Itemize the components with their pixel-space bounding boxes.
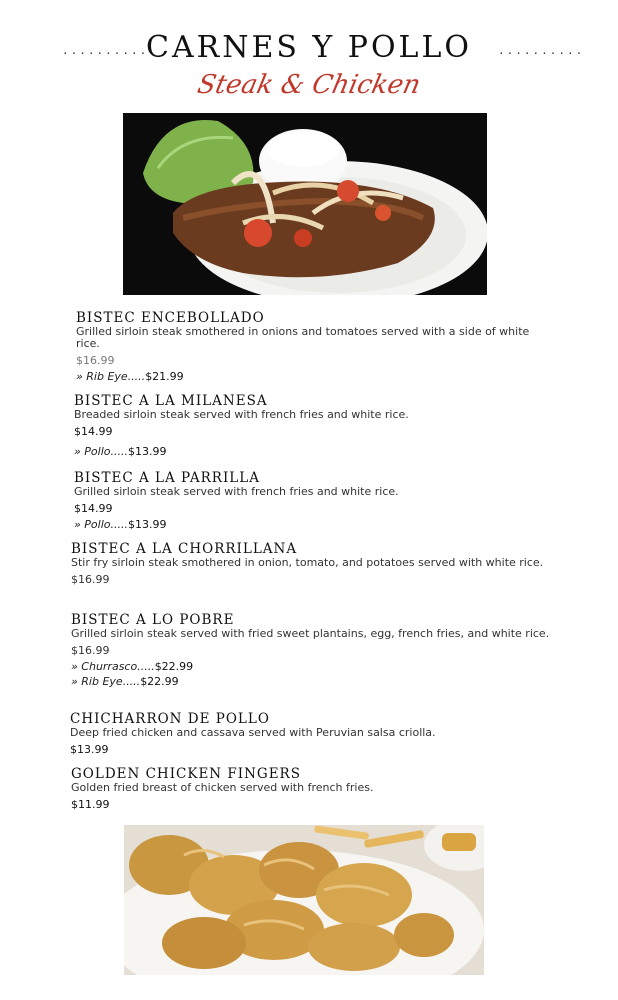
item-name: BISTEC ENCEBOLLADO [76,310,265,326]
item-description: Stir fry sirloin steak smothered in onion, tomato, and potatoes served with white rice. [71,556,544,569]
item-price: $16.99 [71,573,110,586]
variant-name: » Churrasco..... [71,660,155,673]
decorative-dots-left: .......... [62,44,149,57]
variant-price: $21.99 [145,370,184,383]
variant-name: » Pollo..... [74,518,128,531]
menu-item-golden-chicken-fingers [71,766,551,811]
item-price: $13.99 [70,743,109,756]
variant-name: » Rib Eye..... [76,370,146,383]
menu-item-bistec-encebollado [76,310,556,383]
item-price: $16.99 [71,644,110,657]
item-name: BISTEC A LA PARRILLA [74,470,260,486]
item-description: Grilled sirloin steak served with french fries and white rice. [74,485,399,498]
variant-price: $13.99 [127,518,167,531]
variant-price: $13.99 [127,445,167,458]
item-price: $14.99 [74,502,113,515]
item-description: Golden fried breast of chicken served with french fries. [71,781,374,794]
item-price: $14.99 [74,425,113,438]
item-description: Breaded sirloin steak served with french fries and white rice. [74,408,409,421]
page-subtitle: Steak & Chicken [194,70,424,100]
item-name: CHICHARRON DE POLLO [70,711,270,727]
variant-name: » Pollo..... [74,445,128,458]
item-variant [71,661,556,673]
fried-chicken-photo [124,825,484,975]
variant-price: $22.99 [140,675,179,688]
item-variant [71,676,556,688]
item-variant [76,371,556,383]
menu-item-chicharron-pollo [70,711,550,756]
menu-item-bistec-pobre [71,612,556,688]
item-price: $11.99 [71,798,110,811]
item-variant [74,519,554,531]
item-name: GOLDEN CHICKEN FINGERS [71,766,301,782]
steak-plate-photo [123,113,487,295]
item-name: BISTEC A LA CHORRILLANA [71,541,298,557]
variant-name: » Rib Eye..... [71,675,141,688]
item-variant [74,446,554,458]
decorative-dots-right: .......... [498,44,585,57]
menu-item-bistec-chorrillana [71,541,551,586]
item-description: Grilled sirloin steak smothered in onions and tomatoes served with a side of white rice. [76,325,530,350]
item-name: BISTEC A LO POBRE [71,612,235,628]
variant-price: $22.99 [154,660,194,673]
menu-item-bistec-milanesa [74,393,554,458]
menu-item-bistec-parrilla [74,470,554,531]
page-title: CARNES Y POLLO [145,30,472,65]
item-price: $16.99 [76,354,115,367]
item-description: Grilled sirloin steak served with fried sweet plantains, egg, french fries, and white rice. [71,627,550,640]
item-name: BISTEC A LA MILANESA [74,393,268,409]
item-description: Deep fried chicken and cassava served with Peruvian salsa criolla. [70,726,436,739]
menu-header [0,30,618,110]
